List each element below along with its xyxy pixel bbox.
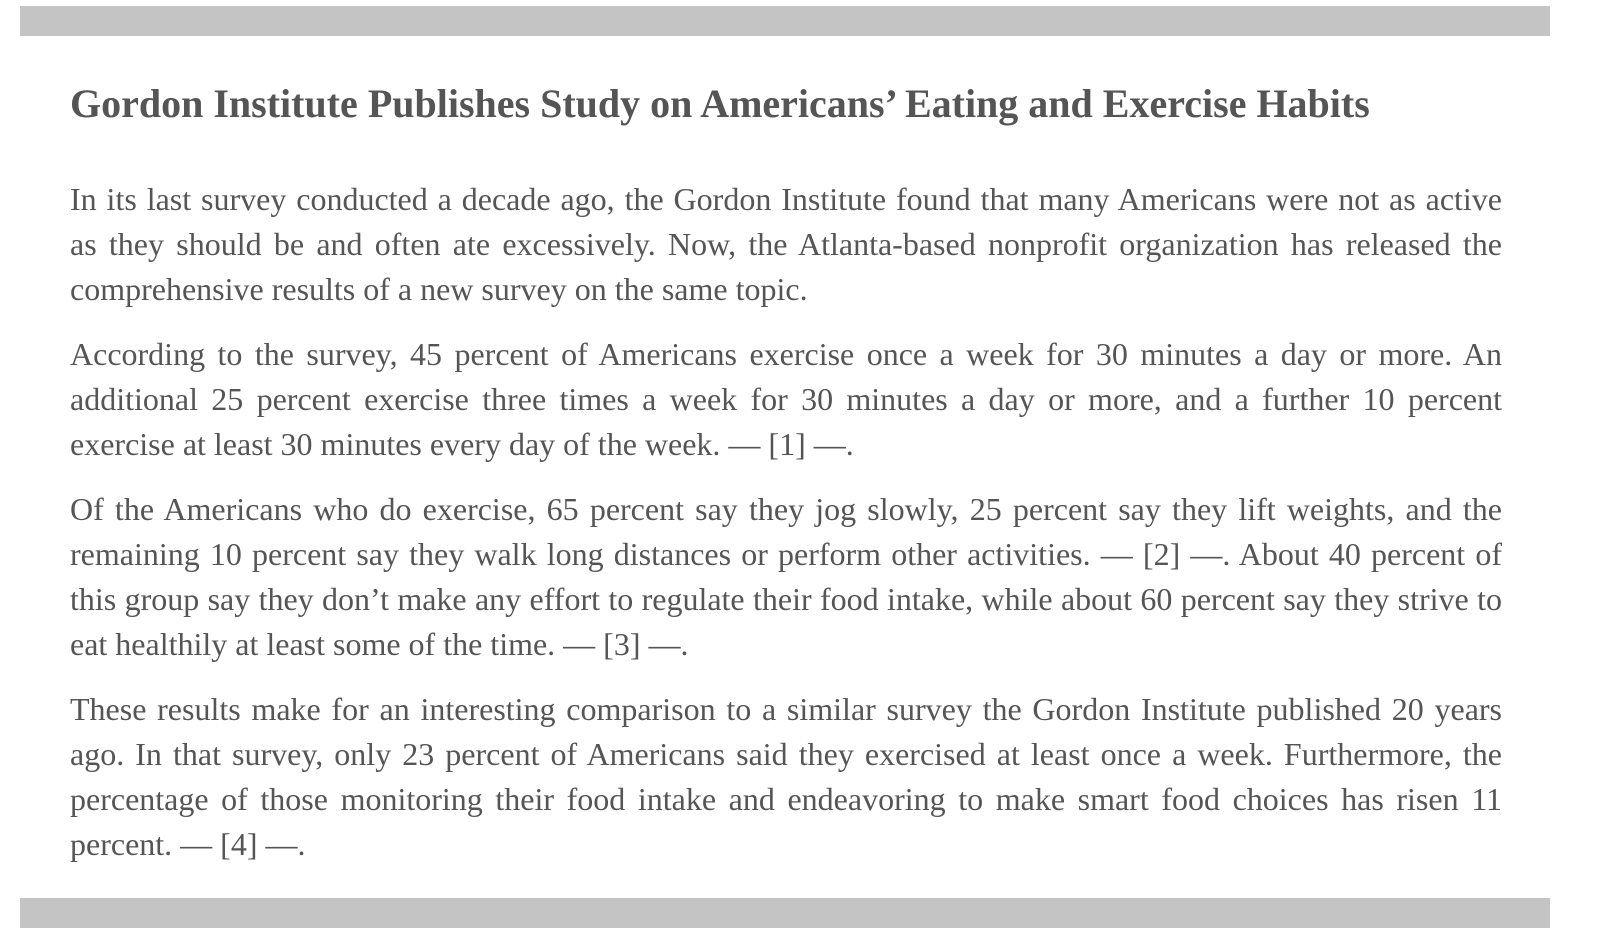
article-paragraph-4: These results make for an interesting comparison to a similar survey the Gordon Institute published 20 years ago. In that survey, only 23 percent of Americans said they exercised at least once a week. Furthermore, the percentage of those monitoring their food intake and endeavoring to make smart food choices has risen 11 percent. — [4] —.	[70, 691, 1502, 862]
article-title: Gordon Institute Publishes Study on Americans’ Eating and Exercise Habits	[70, 81, 1370, 126]
article-paragraph-2: According to the survey, 45 percent of Americans exercise once a week for 30 minutes a day or more. An additional 25 percent exercise three times a week for 30 minutes a day or more, and a further 10 percent exercise at least 30 minutes every day of the week. — [1] —.	[70, 336, 1502, 462]
article-paragraph-3: Of the Americans who do exercise, 65 percent say they jog slowly, 25 percent say they lift weights, and the remaining 10 percent say they walk long distances or perform other activities. — [2] —. About 40 percent of this group say they don’t make any effort to regulate their food intake, while about 60 percent say they strive to eat healthily at least some of the time. — [3] —.	[70, 491, 1502, 662]
article-paragraph-1: In its last survey conducted a decade ago, the Gordon Institute found that many Americans were not as active as they should be and often ate excessively. Now, the Atlanta-based nonprofit organization has released the comprehensive results of a new survey on the same topic.	[70, 181, 1502, 307]
article	[70, 78, 1502, 867]
top-border-bar	[20, 6, 1550, 36]
bottom-border-bar	[20, 898, 1550, 928]
